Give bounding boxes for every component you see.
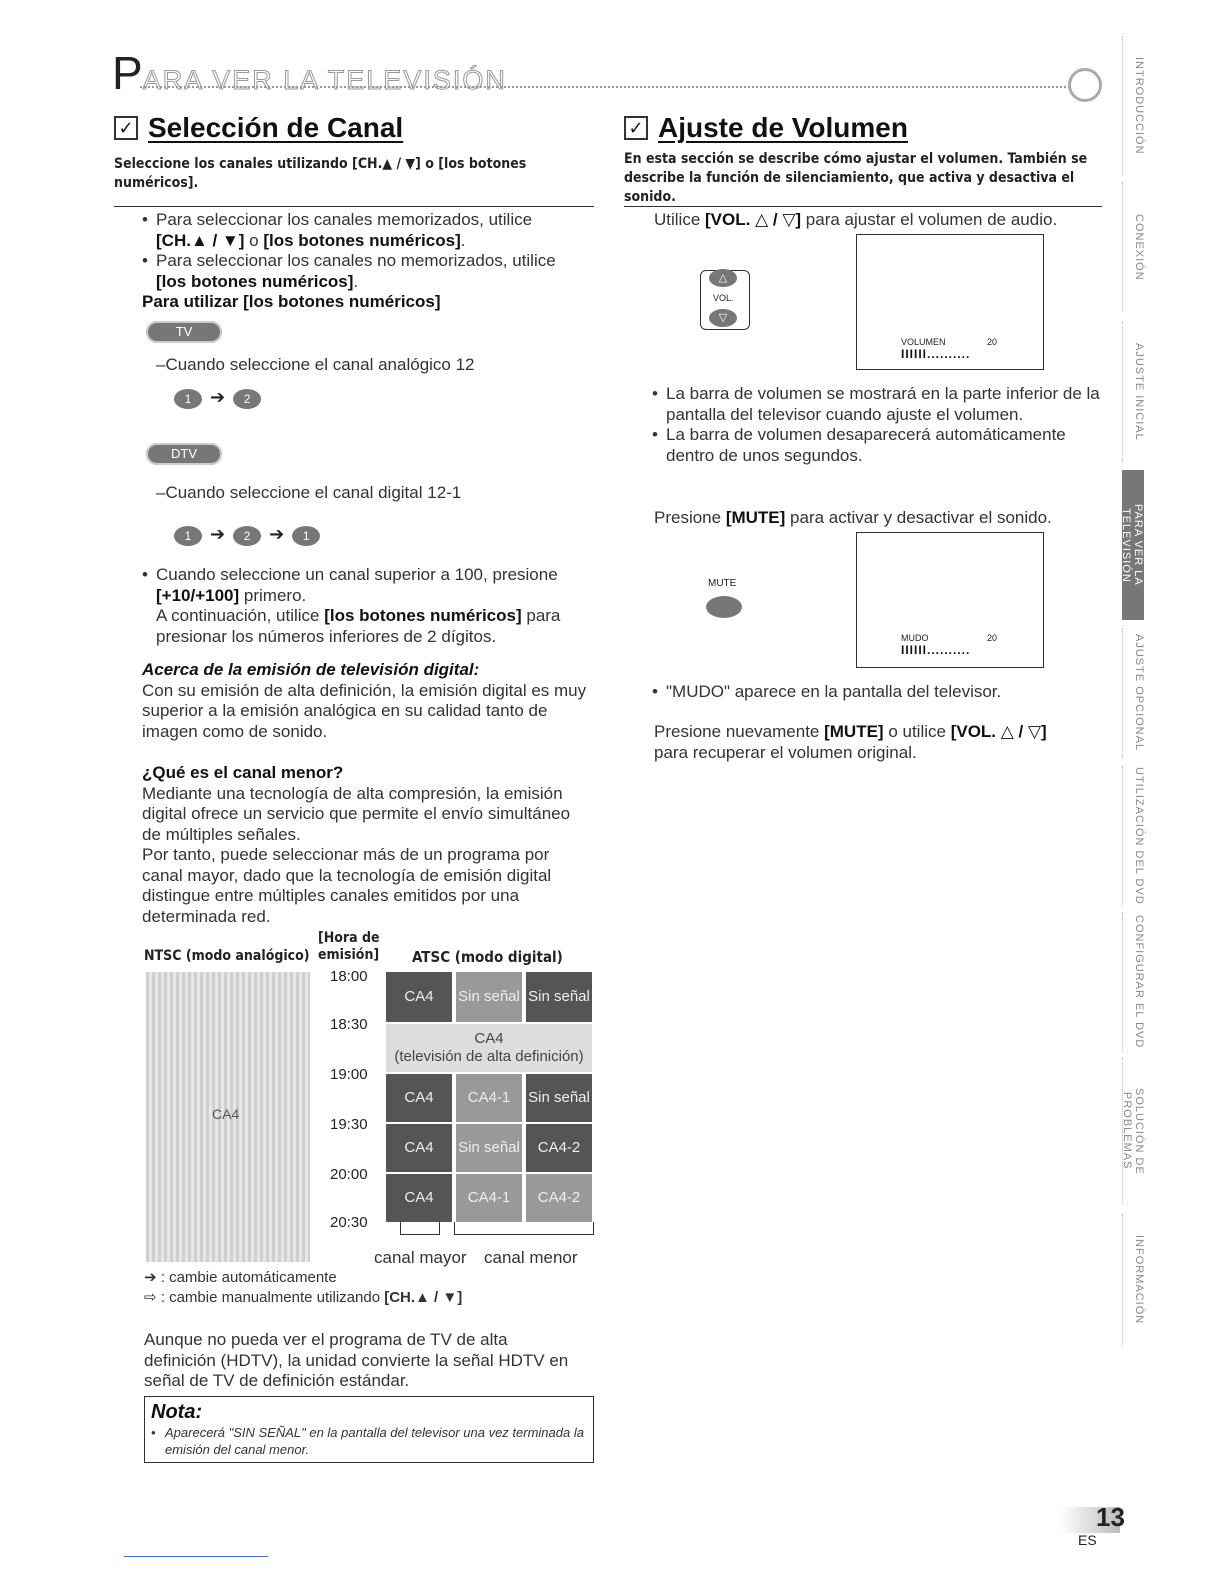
mute-screen [856,532,1044,668]
section-subtitle-volume: En esta sección se describe cómo ajustar el volumen. También se describe la función de silenciamiento, que activa y desactiva el sonido. [624,151,1088,205]
time-label: 19:30 [330,1116,368,1133]
time-label: 20:00 [330,1166,368,1183]
sidebar-tab-utilizacion-del-dvd[interactable]: UTILIZACIÓN DEL DVD [1122,766,1145,906]
checkbox-icon: ✓ [114,116,138,140]
acerca-heading: Acerca de la emisión de televisión digital: [142,660,480,679]
numeric-buttons-heading: Para utilizar [los botones numéricos] [142,292,441,311]
digital-line: –Cuando seleccione el canal digital 12-1 [156,483,462,502]
title-circle-ornament [1068,68,1102,102]
section-heading-volume: ✓ Ajuste de Volumen [624,112,908,144]
acerca-text: Con su emisión de alta definición, la emisión digital es muy superior a la emisión analógica en su calidad tanto de imagen como de sonido. [142,680,587,741]
sidebar-tab-para-ver-la-television[interactable]: PARA VER LA TELEVISIÓN [1122,470,1144,620]
time-label: 19:00 [330,1066,368,1083]
auto-arrow-icon: ➔ [144,1269,157,1286]
number-button-icon: 1 [174,389,202,409]
mute-volume-bar: IIIIII.......... [901,643,971,657]
volume-screen-label: VOLUMEN [901,337,946,347]
vol-remote-icon [700,270,750,330]
sidebar-tab-solucion-de-problemas[interactable]: SOLUCIÓN DE PROBLEMAS [1122,1058,1145,1204]
atsc-grid: CA4 Sin señal Sin señal CA4 (televisión de alta definición) CA4 CA4-1 Sin señal CA4 Sin señal CA4-2 CA4 CA4-1 CA4-2 [386,972,592,1262]
manual-arrow-icon: ⇨ [144,1289,157,1306]
analog-button-sequence [174,387,261,409]
title-rule [140,86,1086,88]
channel-bullets [142,210,592,313]
restore-volume-text: Presione nuevamente [MUTE] o utilice [VOL. △ / ▽] para recuperar el volumen original. [654,722,1047,762]
sidebar-tab-ajuste-opcional[interactable]: AJUSTE OPCIONAL [1122,628,1145,758]
legend-manual: ⇨ : cambie manualmente utilizando [CH.▲ / ▼] [144,1289,463,1306]
mute-label: MUTE [708,578,737,589]
note-text: • Aparecerá "SIN SEÑAL" en la pantalla del televisor una vez terminada la emisión del canal menor. [151,1424,587,1458]
analog-line: –Cuando seleccione el canal analógico 12 [156,355,475,374]
arrow-right-icon: ➔ [269,524,285,544]
bullet-not-memorized: • Para seleccionar los canales no memorizados, utilice [los botones numéricos]. [142,251,592,292]
digital-button-sequence [174,524,320,546]
time-label: 18:00 [330,968,368,985]
checkbox-icon: ✓ [624,116,648,140]
page-title-rest: ARA VER LA TELEVISIÓN [142,65,507,95]
menor-text-2: Por tanto, puede seleccionar más de un programa por canal mayor, dado que la tecnología de emisión digital distingue entre múltiples canales emitidos por una determinada red. [142,845,552,926]
menor-heading: ¿Qué es el canal menor? [142,763,344,782]
time-label: 20:30 [330,1214,368,1231]
volume-bullet-2: • La barra de volumen desaparecerá automáticamente dentro de unos segundos. [652,425,1108,466]
legend-auto: ➔ : cambie automáticamente [144,1269,337,1286]
footer-rule [124,1556,268,1557]
time-label: 18:30 [330,1016,368,1033]
sidebar-tab-informacion[interactable]: INFORMACIÓN [1122,1214,1145,1346]
volume-bar: IIIIII.......... [901,347,971,361]
menor-text-1: Mediante una tecnología de alta compresión, la emisión digital ofrece un servicio que permite el envío simultáneo de múltiples señales. [142,783,571,844]
hdtv-text: Aunque no pueda ver el programa de TV de alta definición (HDTV), la unidad convierte la señal HDTV en señal de TV de definición estándar. [144,1330,569,1390]
digital-broadcast-info [142,660,592,742]
bullet-memorized: • Para seleccionar los canales memorizados, utilice [CH.▲ / ▼] o [los botones numéricos]. [142,210,592,251]
language-code: ES [1078,1532,1097,1548]
section-heading-channel: ✓ Selección de Canal [114,112,403,144]
volume-screen-value: 20 [987,337,998,347]
ntsc-block: CA4 [146,972,310,1262]
volume-screen [856,234,1044,370]
canal-mayor-label: canal mayor [374,1248,467,1267]
page-title-initial: P [112,47,143,99]
tv-button-icon: TV [146,321,222,343]
mute-button-icon [706,596,742,618]
section-rule-right [624,206,1102,207]
vol-down-icon: ▽ [709,309,737,327]
sidebar-tab-introduccion[interactable]: INTRODUCCIÓN [1122,36,1145,176]
number-button-icon: 1 [292,526,320,546]
volume-bullets [652,384,1108,466]
minor-channel-info [142,763,592,927]
arrow-right-icon: ➔ [210,524,226,544]
page-title [112,46,507,100]
bracket-major [400,1222,440,1235]
number-button-icon: 2 [233,526,261,546]
page-number: 13 [1096,1502,1125,1532]
volume-bullet-1: • La barra de volumen se mostrará en la parte inferior de la pantalla del televisor cuando ajuste el volumen. [652,384,1108,425]
hora-label: [Hora de emisión] [318,930,380,963]
note-box [144,1396,594,1463]
mudo-bullet: • "MUDO" aparece en la pantalla del televisor. [652,682,1001,703]
volume-instruction: Utilice [VOL. △ / ▽] para ajustar el volumen de audio. [654,210,1058,229]
vol-up-icon: △ [709,269,737,287]
bracket-minor [454,1222,594,1235]
mute-instruction: Presione [MUTE] para activar y desactivar el sonido. [654,508,1052,527]
mute-screen-value: 20 [987,633,998,643]
section-subtitle-channel: Seleccione los canales utilizando [CH.▲ / ▼] o [los botones numéricos]. [114,156,527,191]
channel-timeline-diagram [144,930,596,1310]
canal-menor-label: canal menor [484,1248,578,1267]
vol-label: VOL. [713,293,734,303]
note-title: Nota: [151,1401,203,1423]
bullet-over-100: • Cuando seleccione un canal superior a 100, presione [+10/+100] primero. A continuación, utilice [los botones numéricos] para presionar los números inferiores de 2 dígitos. [142,565,594,647]
mute-screen-label: MUDO [901,633,929,643]
sidebar-tab-conexion[interactable]: CONEXIÓN [1122,182,1145,312]
ntsc-label: NTSC (modo analógico) [144,948,310,964]
sidebar-tab-configurar-el-dvd[interactable]: CONFIGURAR EL DVD [1122,912,1145,1052]
section-rule-left [114,206,594,207]
number-button-icon: 2 [233,389,261,409]
number-button-icon: 1 [174,526,202,546]
sidebar-tab-ajuste-inicial[interactable]: AJUSTE INICIAL [1122,322,1145,462]
atsc-label: ATSC (modo digital) [412,948,563,966]
dtv-button-icon: DTV [146,443,222,465]
arrow-right-icon: ➔ [210,387,226,407]
